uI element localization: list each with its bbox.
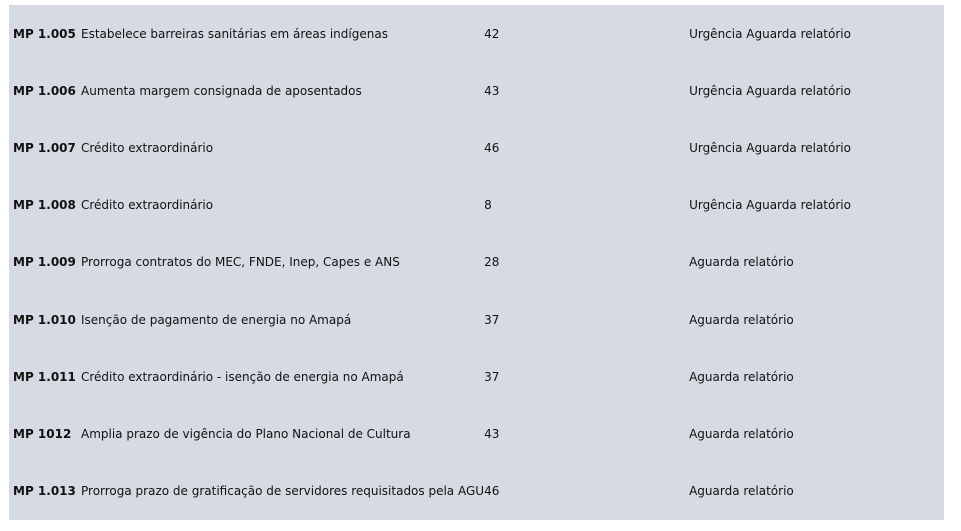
mp-days: 28: [484, 255, 500, 270]
mp-status: Aguarda relatório: [689, 369, 794, 384]
mp-status: Urgência Aguarda relatório: [689, 83, 851, 98]
mp-description: Crédito extraordinário: [81, 198, 214, 213]
mp-status: Aguarda relatório: [689, 312, 794, 327]
mp-table-body: [9, 5, 944, 520]
mp-table-container: [9, 5, 944, 520]
table-row: [9, 5, 944, 62]
mp-code: MP 1.011: [13, 369, 76, 384]
mp-description: Prorroga contratos do MEC, FNDE, Inep, Capes e ANS: [81, 255, 400, 270]
mp-days: 37: [484, 369, 500, 384]
mp-description: Prorroga prazo de gratificação de servidores requisitados pela AGU: [81, 484, 485, 499]
mp-code: MP 1012: [13, 427, 72, 442]
mp-code: MP 1.010: [13, 312, 76, 327]
mp-description: Amplia prazo de vigência do Plano Nacional de Cultura: [81, 427, 411, 442]
mp-days: 46: [484, 484, 500, 499]
table-row: [9, 348, 944, 405]
mp-code: MP 1.009: [13, 255, 76, 270]
mp-description: Crédito extraordinário - isenção de energia no Amapá: [81, 369, 404, 384]
mp-days: 42: [484, 26, 500, 41]
table-row: [9, 406, 944, 463]
table-row: [9, 62, 944, 119]
mp-description: Aumenta margem consignada de aposentados: [81, 83, 362, 98]
table-row: [9, 291, 944, 348]
mp-days: 43: [484, 83, 500, 98]
mp-code: MP 1.007: [13, 141, 76, 156]
mp-code: MP 1.006: [13, 83, 76, 98]
mp-code: MP 1.005: [13, 26, 76, 41]
mp-table: [9, 5, 944, 520]
mp-status: Aguarda relatório: [689, 484, 794, 499]
mp-description: Crédito extraordinário: [81, 141, 214, 156]
mp-code: MP 1.008: [13, 198, 76, 213]
mp-days: 43: [484, 427, 500, 442]
mp-description: Estabelece barreiras sanitárias em áreas indígenas: [81, 26, 388, 41]
mp-description: Isenção de pagamento de energia no Amapá: [81, 312, 352, 327]
mp-days: 46: [484, 141, 500, 156]
mp-status: Urgência Aguarda relatório: [689, 26, 851, 41]
mp-code: MP 1.013: [13, 484, 76, 499]
table-row: [9, 234, 944, 291]
mp-status: Urgência Aguarda relatório: [689, 141, 851, 156]
mp-status: Urgência Aguarda relatório: [689, 198, 851, 213]
mp-status: Aguarda relatório: [689, 427, 794, 442]
table-row: [9, 177, 944, 234]
table-row: [9, 119, 944, 176]
mp-days: 8: [484, 198, 492, 213]
mp-status: Aguarda relatório: [689, 255, 794, 270]
mp-days: 37: [484, 312, 500, 327]
table-row: [9, 463, 944, 520]
